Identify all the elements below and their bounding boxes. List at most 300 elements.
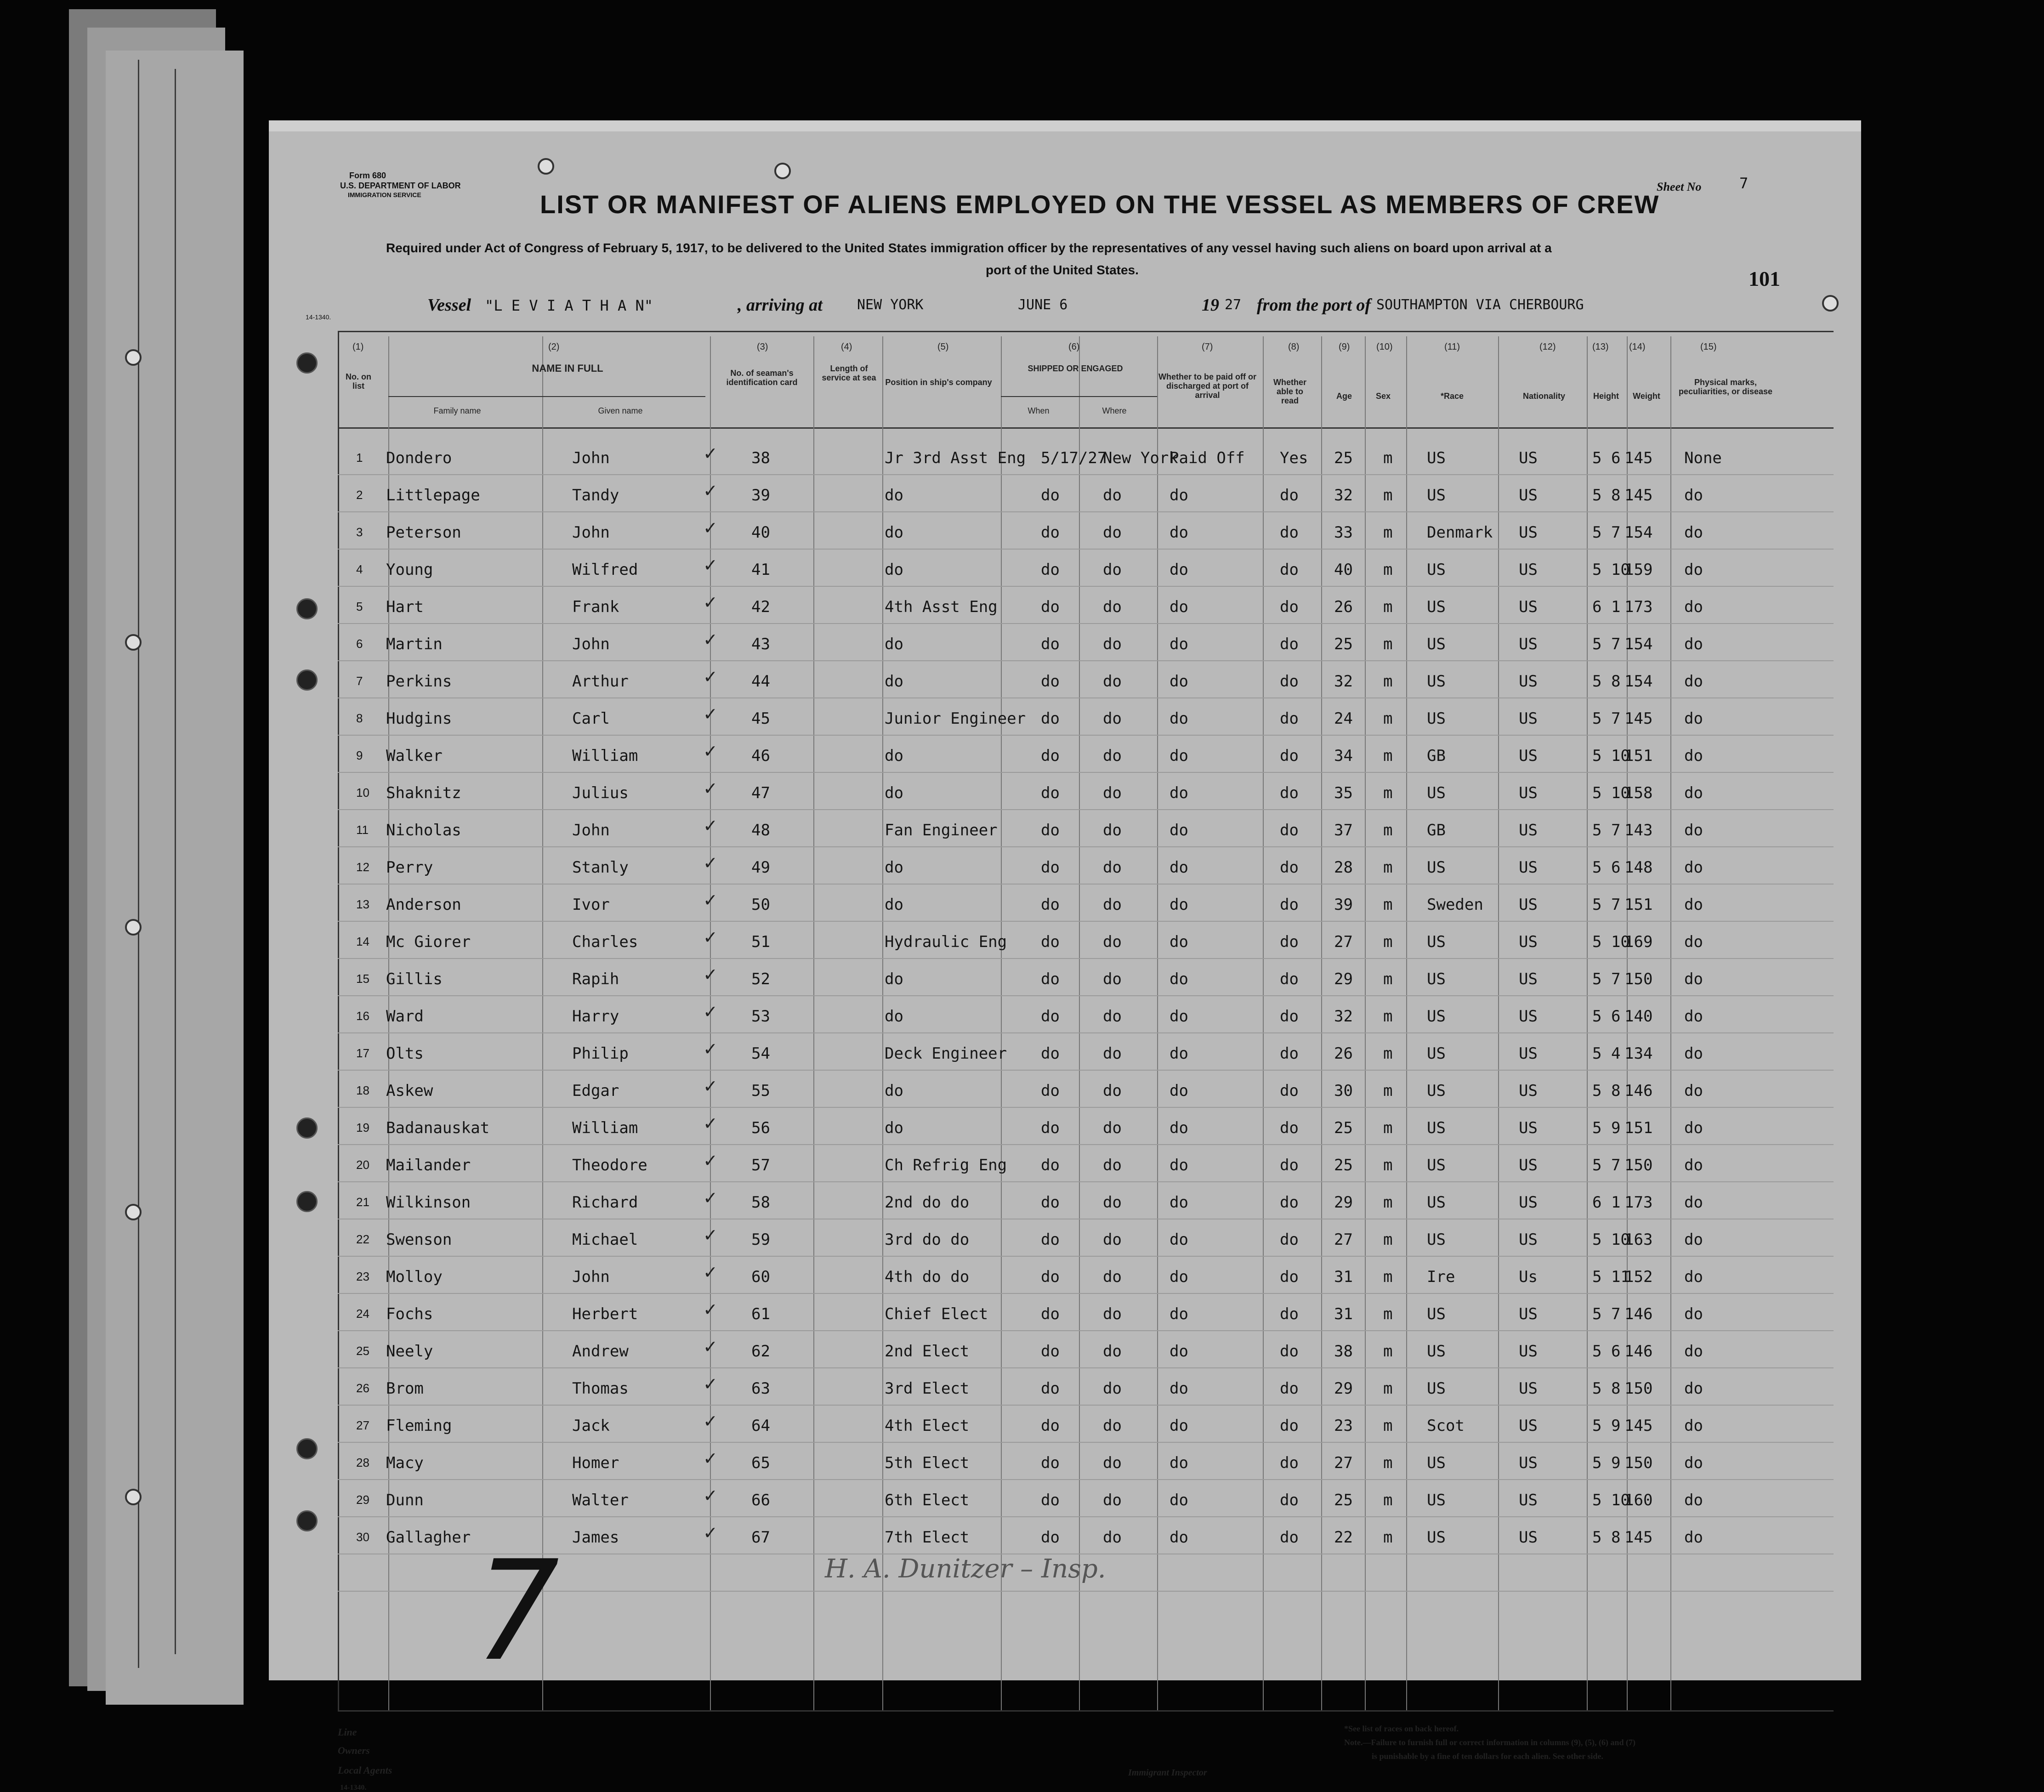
check-mark-icon: ✓	[703, 853, 718, 873]
column-rule	[542, 336, 543, 1710]
cell-age: 25	[1334, 449, 1353, 467]
cell-given: Rapih	[572, 970, 619, 988]
header-length-service: Length of service at sea	[822, 364, 876, 382]
cell-when: do	[1041, 709, 1060, 728]
cell-given: Jack	[572, 1417, 610, 1435]
cell-race: Sweden	[1427, 896, 1483, 914]
cell-marks: do	[1684, 1231, 1703, 1249]
cell-when: do	[1041, 1082, 1060, 1100]
cell-sex: m	[1383, 1342, 1393, 1361]
row-rule	[338, 921, 1834, 922]
cell-weight: 150	[1624, 1454, 1653, 1472]
row-rule	[338, 1293, 1834, 1294]
cell-no: 17	[356, 1046, 369, 1060]
cell-marks: do	[1684, 1007, 1703, 1026]
cell-paid: do	[1170, 970, 1188, 988]
cell-nat: US	[1519, 672, 1538, 691]
cell-given: William	[572, 747, 638, 765]
cell-where: do	[1103, 523, 1122, 542]
punch-hole	[296, 598, 318, 619]
check-mark-icon: ✓	[703, 964, 718, 985]
cell-weight: 173	[1624, 1193, 1653, 1212]
cell-nat: US	[1519, 1528, 1538, 1547]
cell-card: 51	[751, 933, 770, 951]
cell-when: do	[1041, 933, 1060, 951]
cell-where: do	[1103, 1342, 1122, 1361]
cell-weight: 151	[1624, 896, 1653, 914]
cell-read: do	[1280, 970, 1299, 988]
cell-race: Scot	[1427, 1417, 1465, 1435]
cell-sex: m	[1383, 486, 1393, 505]
cell-read: do	[1280, 1231, 1299, 1249]
cell-nat: Us	[1519, 1268, 1538, 1286]
cell-where: do	[1103, 896, 1122, 914]
cell-when: do	[1041, 1305, 1060, 1323]
cell-where: do	[1103, 970, 1122, 988]
cell-paid: do	[1170, 598, 1188, 616]
cell-when: do	[1041, 1491, 1060, 1509]
cell-card: 58	[751, 1193, 770, 1212]
cell-age: 32	[1334, 486, 1353, 505]
check-mark-icon: ✓	[703, 890, 718, 910]
check-mark-icon: ✓	[703, 1262, 718, 1282]
cell-where: do	[1103, 784, 1122, 802]
cell-family: Olts	[386, 1044, 424, 1063]
cell-sex: m	[1383, 523, 1393, 542]
cell-when: do	[1041, 1231, 1060, 1249]
cell-card: 41	[751, 561, 770, 579]
colnum-14: (14)	[1629, 342, 1646, 352]
cell-when: 5/17/27	[1041, 449, 1107, 467]
cell-family: Molloy	[386, 1268, 443, 1286]
cell-nat: US	[1519, 1379, 1538, 1398]
cell-read: do	[1280, 747, 1299, 765]
cell-marks: do	[1684, 1342, 1703, 1361]
cell-when: do	[1041, 1193, 1060, 1212]
cell-where: do	[1103, 672, 1122, 691]
cell-family: Gallagher	[386, 1528, 471, 1547]
cell-race: US	[1427, 1044, 1446, 1063]
cell-age: 33	[1334, 523, 1353, 542]
stack-punch-hole	[125, 1489, 142, 1505]
colnum-6: (6)	[1068, 342, 1080, 352]
check-mark-icon: ✓	[703, 1374, 718, 1394]
cell-weight: 146	[1624, 1082, 1653, 1100]
cell-card: 48	[751, 821, 770, 839]
cell-marks: do	[1684, 561, 1703, 579]
cell-when: do	[1041, 1268, 1060, 1286]
vessel-name: "L E V I A T H A N"	[485, 297, 653, 314]
cell-nat: US	[1519, 1044, 1538, 1063]
cell-position: do	[885, 635, 903, 653]
cell-card: 59	[751, 1231, 770, 1249]
cell-nat: US	[1519, 784, 1538, 802]
cell-family: Nicholas	[386, 821, 461, 839]
stack-punch-hole	[125, 349, 142, 366]
cell-card: 56	[751, 1119, 770, 1137]
cell-age: 25	[1334, 1491, 1353, 1509]
cell-marks: None	[1684, 449, 1722, 467]
header-shipped-engaged: SHIPPED OR ENGAGED	[1028, 364, 1123, 373]
cell-nat: US	[1519, 1454, 1538, 1472]
cell-read: do	[1280, 486, 1299, 505]
cell-race: GB	[1427, 747, 1446, 765]
cell-height: 5 10	[1592, 561, 1630, 579]
cell-weight: 148	[1624, 858, 1653, 877]
cell-card: 38	[751, 449, 770, 467]
header-given-name: Given name	[598, 406, 643, 415]
cell-marks: do	[1684, 1156, 1703, 1174]
cell-position: Hydraulic Eng	[885, 933, 1007, 951]
cell-paid: do	[1170, 561, 1188, 579]
cell-weight: 145	[1624, 709, 1653, 728]
arrival-port: NEW YORK	[857, 297, 924, 313]
cell-paid: do	[1170, 486, 1188, 505]
cell-no: 9	[356, 749, 363, 762]
cell-age: 40	[1334, 561, 1353, 579]
row-rule	[338, 958, 1834, 959]
cell-card: 45	[751, 709, 770, 728]
cell-position: do	[885, 747, 903, 765]
cell-card: 65	[751, 1454, 770, 1472]
cell-position: do	[885, 1007, 903, 1026]
footer-code: 14-1340.	[340, 1784, 367, 1792]
cell-height: 5 10	[1592, 784, 1630, 802]
cell-nat: US	[1519, 858, 1538, 877]
cell-position: do	[885, 523, 903, 542]
cell-age: 26	[1334, 1044, 1353, 1063]
cell-height: 5 6	[1592, 858, 1621, 877]
check-mark-icon: ✓	[703, 1523, 718, 1543]
cell-sex: m	[1383, 1454, 1393, 1472]
cell-sex: m	[1383, 1491, 1393, 1509]
footer-agents-label: Local Agents	[338, 1764, 392, 1776]
colnum-11: (11)	[1444, 342, 1460, 352]
cell-when: do	[1041, 821, 1060, 839]
cell-nat: US	[1519, 561, 1538, 579]
cell-marks: do	[1684, 523, 1703, 542]
row-rule	[338, 549, 1834, 550]
cell-given: Michael	[572, 1231, 638, 1249]
cell-position: do	[885, 1082, 903, 1100]
cell-paid: do	[1170, 821, 1188, 839]
cell-given: James	[572, 1528, 619, 1547]
cell-card: 52	[751, 970, 770, 988]
header-family-name: Family name	[433, 406, 481, 415]
subtitle-line-1: Required under Act of Congress of February 5, 1917, to be delivered to the United States immigration officer by the representatives of any vessel having such aliens on board upon arrival at a	[386, 241, 1552, 255]
cell-read: do	[1280, 784, 1299, 802]
cell-race: US	[1427, 1342, 1446, 1361]
cell-where: do	[1103, 1417, 1122, 1435]
cell-position: 5th Elect	[885, 1454, 970, 1472]
row-rule	[338, 660, 1834, 661]
cell-weight: 145	[1624, 486, 1653, 505]
header-id-card: No. of seaman's identification card	[726, 369, 798, 387]
name-subheader-line	[388, 396, 705, 397]
check-mark-icon: ✓	[703, 927, 718, 947]
cell-race: US	[1427, 1119, 1446, 1137]
cell-when: do	[1041, 747, 1060, 765]
cell-sex: m	[1383, 1193, 1393, 1212]
cell-marks: do	[1684, 747, 1703, 765]
header-height: Height	[1593, 391, 1619, 401]
cell-paid: do	[1170, 523, 1188, 542]
cell-age: 22	[1334, 1528, 1353, 1547]
cell-no: 16	[356, 1009, 369, 1023]
cell-height: 5 8	[1592, 1379, 1621, 1398]
cell-family: Hudgins	[386, 709, 452, 728]
cell-read: do	[1280, 858, 1299, 877]
check-mark-icon: ✓	[703, 629, 718, 650]
cell-where: do	[1103, 709, 1122, 728]
cell-family: Brom	[386, 1379, 424, 1398]
cell-weight: 154	[1624, 672, 1653, 691]
cell-height: 5 8	[1592, 486, 1621, 505]
cell-paid: do	[1170, 1305, 1188, 1323]
cell-given: Arthur	[572, 672, 629, 691]
inspector-signature: H. A. Dunitzer – Insp.	[825, 1554, 1106, 1584]
cell-height: 5 10	[1592, 1231, 1630, 1249]
cell-read: do	[1280, 598, 1299, 616]
header-sex: Sex	[1375, 391, 1391, 401]
row-rule	[338, 1405, 1834, 1406]
cell-when: do	[1041, 784, 1060, 802]
cell-family: Badanauskat	[386, 1119, 490, 1137]
row-rule	[338, 1256, 1834, 1257]
cell-card: 66	[751, 1491, 770, 1509]
cell-marks: do	[1684, 709, 1703, 728]
row-rule	[338, 1516, 1834, 1517]
cell-age: 27	[1334, 1454, 1353, 1472]
cell-position: Fan Engineer	[885, 821, 998, 839]
cell-where: do	[1103, 747, 1122, 765]
cell-marks: do	[1684, 672, 1703, 691]
cell-weight: 146	[1624, 1305, 1653, 1323]
cell-age: 31	[1334, 1305, 1353, 1323]
header-when: When	[1028, 406, 1050, 415]
cell-paid: do	[1170, 933, 1188, 951]
cell-sex: m	[1383, 1268, 1393, 1286]
cell-no: 12	[356, 860, 369, 874]
cell-sex: m	[1383, 858, 1393, 877]
cell-race: GB	[1427, 821, 1446, 839]
service-label: IMMIGRATION SERVICE	[348, 191, 421, 198]
colnum-2: (2)	[548, 342, 560, 352]
cell-height: 5 7	[1592, 1156, 1621, 1174]
check-mark-icon: ✓	[703, 816, 718, 836]
arrival-date: JUNE 6	[1018, 297, 1068, 313]
cell-no: 30	[356, 1530, 369, 1544]
cell-marks: do	[1684, 1082, 1703, 1100]
cell-nat: US	[1519, 709, 1538, 728]
cell-when: do	[1041, 970, 1060, 988]
cell-nat: US	[1519, 635, 1538, 653]
cell-read: do	[1280, 635, 1299, 653]
cell-family: Mc Giorer	[386, 933, 471, 951]
penalty-note-2: is punishable by a fine of ten dollars for each alien. See other side.	[1372, 1752, 1603, 1761]
arriving-label: , arriving at	[738, 295, 823, 315]
cell-no: 7	[356, 674, 363, 688]
cell-no: 27	[356, 1418, 369, 1432]
cell-weight: 151	[1624, 747, 1653, 765]
cell-sex: m	[1383, 1379, 1393, 1398]
subtitle-line-2: port of the United States.	[986, 263, 1139, 277]
cell-nat: US	[1519, 449, 1538, 467]
cell-weight: 173	[1624, 598, 1653, 616]
cell-given: Frank	[572, 598, 619, 616]
cell-card: 62	[751, 1342, 770, 1361]
cell-race: US	[1427, 449, 1446, 467]
cell-when: do	[1041, 635, 1060, 653]
cell-race: US	[1427, 933, 1446, 951]
cell-height: 5 7	[1592, 821, 1621, 839]
cell-card: 60	[751, 1268, 770, 1286]
cell-nat: US	[1519, 933, 1538, 951]
row-rule	[338, 623, 1834, 624]
cell-weight: 159	[1624, 561, 1653, 579]
cell-age: 28	[1334, 858, 1353, 877]
header-age: Age	[1336, 391, 1352, 401]
cell-family: Wilkinson	[386, 1193, 471, 1212]
cell-when: do	[1041, 896, 1060, 914]
cell-family: Dunn	[386, 1491, 424, 1509]
colnum-5: (5)	[937, 342, 949, 352]
cell-where: do	[1103, 1491, 1122, 1509]
row-rule	[338, 1479, 1834, 1480]
colnum-13: (13)	[1592, 342, 1609, 352]
cell-no: 24	[356, 1307, 369, 1321]
check-mark-icon: ✓	[703, 1299, 718, 1320]
colnum-1: (1)	[352, 342, 364, 352]
cell-sex: m	[1383, 1156, 1393, 1174]
cell-race: US	[1427, 1491, 1446, 1509]
row-rule	[338, 1330, 1834, 1331]
penalty-note: Note.—Failure to furnish full or correct information in columns (9), (5), (6) and (7)	[1344, 1738, 1635, 1747]
cell-weight: 158	[1624, 784, 1653, 802]
cell-position: 2nd do do	[885, 1193, 970, 1212]
cell-height: 5 6	[1592, 1342, 1621, 1361]
cell-read: do	[1280, 1454, 1299, 1472]
cell-when: do	[1041, 1454, 1060, 1472]
cell-height: 5 11	[1592, 1268, 1630, 1286]
cell-height: 5 8	[1592, 1528, 1621, 1547]
inspector-label: Immigrant Inspector	[1128, 1768, 1207, 1778]
header-physical-marks: Physical marks, peculiarities, or disease	[1678, 378, 1773, 396]
form-number: Form 680	[349, 171, 386, 180]
cell-age: 25	[1334, 635, 1353, 653]
cell-sex: m	[1383, 598, 1393, 616]
cell-read: do	[1280, 821, 1299, 839]
cell-no: 4	[356, 562, 363, 576]
cell-race: US	[1427, 561, 1446, 579]
cell-no: 8	[356, 711, 363, 725]
cell-card: 61	[751, 1305, 770, 1323]
cell-paid: do	[1170, 1007, 1188, 1026]
check-mark-icon: ✓	[703, 1337, 718, 1357]
cell-age: 23	[1334, 1417, 1353, 1435]
cell-race: US	[1427, 970, 1446, 988]
cell-family: Swenson	[386, 1231, 452, 1249]
cell-where: do	[1103, 1007, 1122, 1026]
cell-paid: do	[1170, 1491, 1188, 1509]
column-rule	[1498, 336, 1499, 1710]
cell-race: US	[1427, 486, 1446, 505]
cell-where: do	[1103, 1156, 1122, 1174]
cell-position: 4th Elect	[885, 1417, 970, 1435]
cell-race: Ire	[1427, 1268, 1455, 1286]
manifest-sheet	[269, 120, 1861, 1792]
cell-height: 5 10	[1592, 933, 1630, 951]
check-mark-icon: ✓	[703, 667, 718, 687]
cell-weight: 145	[1624, 1417, 1653, 1435]
check-mark-icon: ✓	[703, 1188, 718, 1208]
race-note: *See list of races on back hereof.	[1344, 1724, 1459, 1733]
cell-read: do	[1280, 1193, 1299, 1212]
header-bottom-border	[338, 427, 1834, 429]
cell-card: 63	[751, 1379, 770, 1398]
cell-race: US	[1427, 1007, 1446, 1026]
cell-nat: US	[1519, 1193, 1538, 1212]
cell-height: 5 7	[1592, 523, 1621, 542]
cell-sex: m	[1383, 1007, 1393, 1026]
cell-height: 5 7	[1592, 1305, 1621, 1323]
cell-given: Charles	[572, 933, 638, 951]
cell-position: Junior Engineer	[885, 709, 1026, 728]
cell-weight: 140	[1624, 1007, 1653, 1026]
header-where: Where	[1102, 406, 1127, 415]
column-rule	[1406, 336, 1407, 1710]
check-mark-icon: ✓	[703, 1151, 718, 1171]
cell-read: do	[1280, 1305, 1299, 1323]
cell-height: 5 9	[1592, 1454, 1621, 1472]
cell-weight: 145	[1624, 1528, 1653, 1547]
cell-where: do	[1103, 635, 1122, 653]
check-mark-icon: ✓	[703, 1225, 718, 1245]
cell-marks: do	[1684, 1417, 1703, 1435]
cell-marks: do	[1684, 821, 1703, 839]
cell-nat: US	[1519, 486, 1538, 505]
cell-paid: do	[1170, 747, 1188, 765]
cell-position: 4th Asst Eng	[885, 598, 998, 616]
cell-paid: do	[1170, 1082, 1188, 1100]
row-rule	[338, 586, 1834, 587]
cell-read: do	[1280, 561, 1299, 579]
cell-given: Julius	[572, 784, 629, 802]
cell-no: 1	[356, 451, 363, 465]
cell-age: 24	[1334, 709, 1353, 728]
cell-no: 18	[356, 1083, 369, 1097]
row-rule	[338, 809, 1834, 810]
cell-nat: US	[1519, 1417, 1538, 1435]
cell-card: 42	[751, 598, 770, 616]
cell-position: 4th do do	[885, 1268, 970, 1286]
cell-family: Dondero	[386, 449, 452, 467]
cell-paid: do	[1170, 1044, 1188, 1063]
cell-given: Philip	[572, 1044, 629, 1063]
row-rule	[338, 1107, 1834, 1108]
check-mark-icon: ✓	[703, 1411, 718, 1431]
punch-hole	[296, 1438, 318, 1459]
departure-port: SOUTHAMPTON VIA CHERBOURG	[1376, 297, 1584, 313]
cell-nat: US	[1519, 1119, 1538, 1137]
column-rule	[813, 336, 814, 1710]
punch-hole	[774, 163, 791, 179]
cell-marks: do	[1684, 486, 1703, 505]
column-rule	[1365, 336, 1366, 1710]
cell-nat: US	[1519, 1231, 1538, 1249]
cell-position: 6th Elect	[885, 1491, 970, 1509]
check-mark-icon: ✓	[703, 555, 718, 575]
